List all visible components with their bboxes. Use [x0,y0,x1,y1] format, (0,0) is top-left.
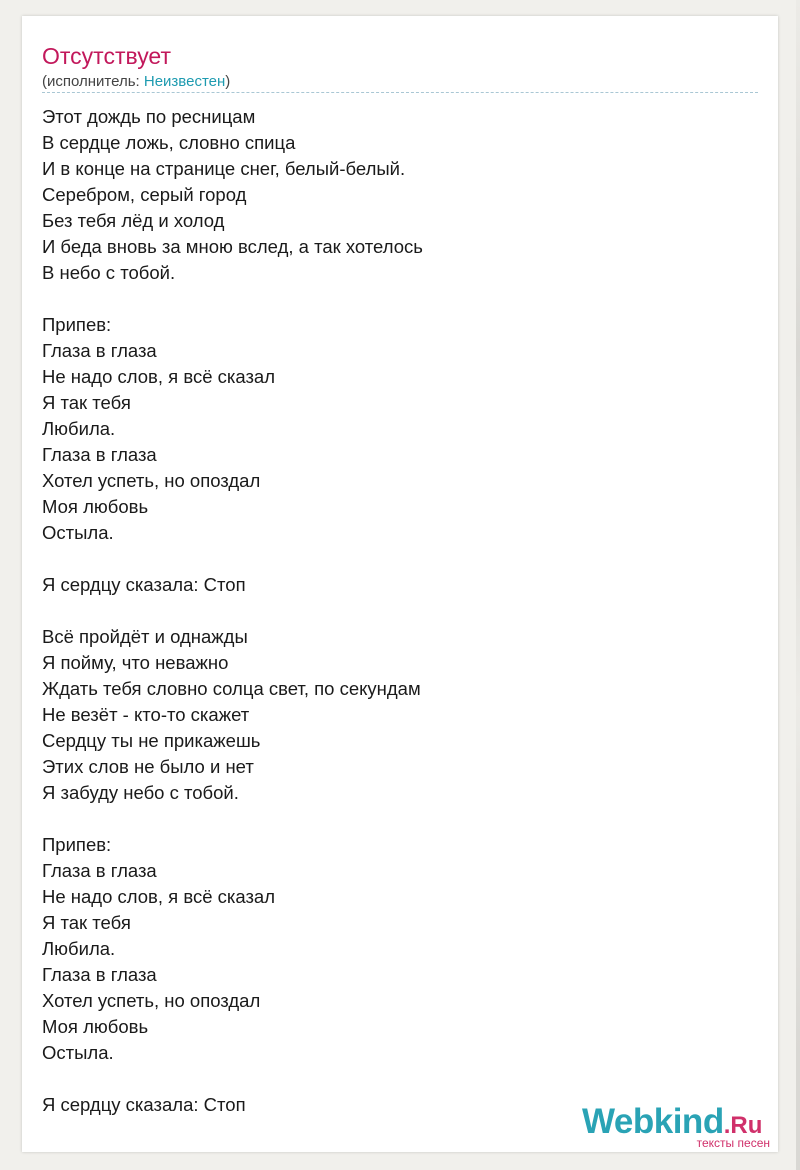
lyric-line: Припев: [42,314,112,335]
artist-line [42,72,230,92]
lyric-blank-line [42,598,742,624]
lyric-line: Я сердцу сказала: Стоп [42,1094,246,1115]
lyric-line: Ждать тебя словно солца свет, по секундам [42,678,421,699]
lyric-line: В сердце ложь, словно спица [42,132,296,153]
lyric-line: Я пойму, что неважно [42,652,229,673]
site-logo[interactable] [582,1104,772,1148]
lyric-line: И в конце на странице снег, белый-белый. [42,158,406,179]
logo-brand: Webkind [582,1102,724,1141]
lyric-line: Я сердцу сказала: Стоп [42,574,246,595]
lyric-line: Моя любовь [42,496,149,517]
lyric-line: Любила. [42,938,116,959]
lyric-line: Остыла. [42,522,114,543]
lyric-line: Любила. [42,418,116,439]
lyric-line: Глаза в глаза [42,964,157,985]
logo-tagline: тексты песен [696,1136,770,1150]
lyrics-text [42,104,742,1118]
lyric-line: Серебром, серый город [42,184,247,205]
artist-prefix: (исполнитель: [42,73,144,90]
lyric-line: Не везёт - кто-то скажет [42,704,250,725]
lyric-line: Не надо слов, я всё сказал [42,366,276,387]
song-title: Отсутствует [42,43,171,69]
lyric-line: И беда вновь за мною вслед, а так хотелось [42,236,423,257]
lyric-line: Я так тебя [42,912,131,933]
lyric-line: Моя любовь [42,1016,149,1037]
lyric-line: Глаза в глаза [42,444,157,465]
page-edge-shade [796,0,800,1170]
lyric-line: Припев: [42,834,112,855]
lyric-line: Я так тебя [42,392,131,413]
lyric-blank-line [42,1066,742,1092]
lyric-line: Глаза в глаза [42,340,157,361]
lyric-blank-line [42,546,742,572]
lyric-blank-line [42,806,742,832]
lyric-line: Без тебя лёд и холод [42,210,225,231]
lyric-line: Остыла. [42,1042,114,1063]
lyric-blank-line [42,286,742,312]
lyric-line: Сердцу ты не прикажешь [42,730,261,751]
artist-suffix: ) [225,73,231,90]
lyric-line: Всё пройдёт и однажды [42,626,248,647]
lyric-line: Не надо слов, я всё сказал [42,886,276,907]
lyric-line: В небо с тобой. [42,262,176,283]
lyric-line: Хотел успеть, но опоздал [42,990,261,1011]
title-divider [42,92,758,93]
lyric-line: Этот дождь по ресницам [42,106,256,127]
lyric-line: Я забуду небо с тобой. [42,782,239,803]
lyric-line: Хотел успеть, но опоздал [42,470,261,491]
logo-tld: .Ru [723,1112,763,1139]
artist-link[interactable]: Неизвестен [143,73,226,90]
lyric-line: Глаза в глаза [42,860,157,881]
lyric-line: Этих слов не было и нет [42,756,254,777]
